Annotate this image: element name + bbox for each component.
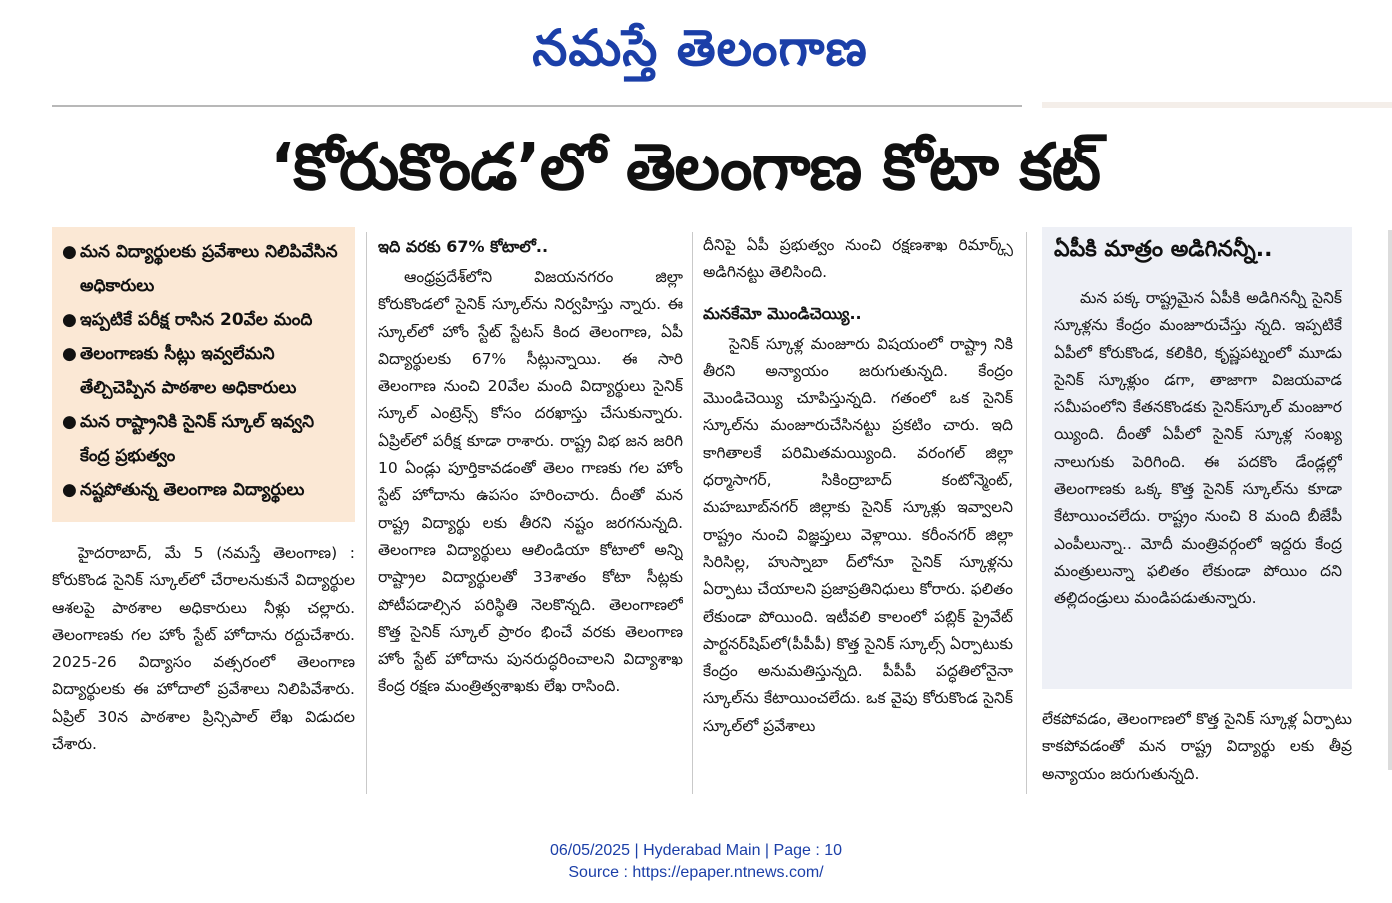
footer-source-line: Source : https://epaper.ntnews.com/: [568, 864, 824, 881]
article-paragraph: ఆంధ్రప్రదేశ్‌లోని విజయనగరం జిల్లా కోరుకొండలో సైనిక్ స్కూల్‌ను నిర్వహిస్తు న్నారు. ఈ స్కూల్‌లో హోం స్టేట్ స్టేటస్ కింద తెలంగాణ, ఏపీ విద్యార్థులకు 67% సీట్లున్నాయి. ఈ సారి తెలంగాణ నుంచి 20వేల మంది విద్యార్థులు సైనిక్ స్కూల్ ఎంట్రెన్స్ కోసం దరఖాస్తు చేసుకున్నారు. ఏప్రిల్‌లో పరీక్ష కూడా రాశారు. రాష్ట్ర విభ జన జరిగి 10 ఏండ్లు పూర్తికావడంతో తెలం గాణకు గల హోం స్టేట్ హోదాను ఉపసం హరించారు. దీంతో మన రాష్ట్ర విద్యార్థు లకు తీరని నష్టం జరగనున్నది. తెలంగాణ విద్యార్థులు ఆలిండియా కోటాలో అన్ని రాష్ట్రాల విద్యార్థులతో 33శాతం కోటా సీట్లకు పోటీపడాల్సిన పరిస్థితి నెలకొన్నది. తెలంగాణలో కొత్త సైనిక్ స్కూల్ ప్రారం భించే వరకు తెలంగాణ హోం స్టేట్ హోదాను పునరుద్ధరించాలని విద్యాశాఖ కేంద్ర రక్షణ మంత్రిత్వశాఖకు లేఖ రాసింది.: [378, 268, 683, 696]
article-paragraph: సైనిక్ స్కూళ్ల మంజూరు విషయంలో రాష్ట్రా నికి తీరని అన్యాయం జరుగుతున్నది. కేంద్రం మొండిచెయ్యి చూపిస్తున్నది. గతంలో ఒక సైనిక్ స్కూల్‌ను మంజూరుచేసినట్టు ప్రకటిం చారు. ఇది కాగితాలకే పరిమితమయ్యింది. వరంగల్ జిల్లా ధర్మాసాగర్, సికింద్రాబాద్ కంటోన్మెంట్, మహబూబ్‌నగర్ జిల్లాకు సైనిక్ స్కూళ్లు ఇవ్వాలని రాష్ట్రం నుంచి విజ్ఞప్తులు వెళ్లాయి. కరీంనగర్ జిల్లా సిరిసిల్ల, హుస్నాబా ద్‌లోనూ సైనిక్ స్కూళ్లను ఏర్పాటు చేయాలని ప్రజాప్రతినిధులు కోరారు. ఫలితం లేకుండా పోయింది. ఇటీవలి కాలంలో పబ్లిక్ ప్రైవేట్ పార్టనర్‌షిప్‌లో(పీపీపీ) కొత్త సైనిక్ స్కూల్స్ ఏర్పాటుకు కేంద్రం అనుమతిస్తున్నది. పీపీపీ పద్ధతిలోనైనా స్కూల్‌ను కేటాయించలేదు. ఒక వైపు కోరుకొండ సైనిక్ స్కూల్‌లో ప్రవేశాలు: [703, 334, 1013, 735]
highlight-item: [60, 405, 347, 473]
article-column-3: [703, 232, 1013, 792]
header-divider-right: [1042, 102, 1392, 108]
sidebar-paragraph: మన పక్క రాష్ట్రమైన ఏపీకి అడిగినన్నీ సైనిక్ స్కూళ్లను కేంద్రం మంజూరుచేస్తు న్నది. ఇప్పటికే ఏపీలో కోరుకొండ, కలికిరి, కృష్ణపట్నంలో మూడు సైనిక్ స్కూళ్లుం డగా, తాజాగా విజయవాడ సమీపంలోని కేతనకొండకు సైనిక్‌స్కూల్ మంజూర య్యింది. దీంతో ఏపీలో సైనిక్ స్కూళ్ల సంఖ్య నాలుగుకు పెరిగింది. ఈ పదకొం డేండ్లల్లో తెలంగాణకు ఒక్క కొత్త సైనిక్ స్కూల్‌ను కూడా కేటాయించలేదు. రాష్ట్రం నుంచి 8 మంది బీజేపీ ఎంపీలున్నా.. మోదీ మంత్రివర్గంలో ఇద్దరు కేంద్ర మంత్రులున్నా ఫలితం లేకుండా పోయిం దని తల్లిదండ్రులు మండిపడుతున్నారు.: [1054, 289, 1342, 608]
highlight-item: [60, 303, 347, 337]
bullet-icon: ●: [62, 344, 77, 364]
highlights-list: [60, 235, 347, 507]
highlight-item: [60, 337, 347, 405]
article-column-2: [378, 232, 683, 792]
column-divider: [692, 232, 693, 794]
article-paragraph: దీనిపై ఏపీ ప్రభుత్వం నుంచి రక్షణశాఖ రిమార్క్స్ అడిగినట్టు తెలిసింది.: [703, 236, 1013, 282]
article-column-1: [52, 540, 355, 790]
article-column-4-continuation: [1042, 706, 1352, 796]
bullet-icon: ●: [62, 310, 77, 330]
page-edge-shadow: [1388, 230, 1392, 770]
column-divider: [1026, 232, 1027, 794]
section-subhead: మనకేమో మొండిచెయ్యి..: [703, 303, 862, 323]
bullet-icon: ●: [62, 242, 77, 262]
article-paragraph: హైదరాబాద్, మే 5 (నమస్తే తెలంగాణ) : కోరుకొండ సైనిక్ స్కూల్‌లో చేరాలనుకునే విద్యార్థుల ఆశలపై పాఠశాల అధికారులు నీళ్లు చల్లారు. తెలంగాణకు గల హోం స్టేట్ హోదాను రద్దుచేశారు. 2025-26 విద్యాసం వత్సరంలో తెలంగాణ విద్యార్థులకు ఈ హోదాలో ప్రవేశాలు నిలిపివేశారు. ఏప్రిల్ 30న పాఠశాల ప్రిన్సిపాల్ లేఖ విడుదల చేశారు.: [52, 544, 355, 754]
sidebar-text: [1054, 285, 1342, 685]
highlight-item: [60, 473, 347, 507]
highlight-text: తెలంగాణకు సీట్లు ఇవ్వలేమని తేల్చిచెప్పిన పాఠశాల అధికారులు: [80, 344, 297, 398]
footer-edition-line: 06/05/2025 | Hyderabad Main | Page : 10: [549, 842, 843, 859]
sidebar-title: ఏపీకి మాత్రం అడిగినన్నీ..: [1054, 237, 1273, 262]
page-footer: [0, 840, 1392, 884]
masthead-logo: నమస్తే తెలంగాణ: [532, 18, 868, 77]
highlight-item: [60, 235, 347, 303]
column-divider: [366, 232, 367, 794]
highlight-text: మన రాష్ట్రానికి సైనిక్ స్కూల్ ఇవ్వని కేంద్ర ప్రభుత్వం: [80, 412, 315, 466]
highlight-text: మన విద్యార్థులకు ప్రవేశాలు నిలిపివేసిన అధికారులు: [80, 242, 338, 296]
highlight-text: నష్టపోతున్న తెలంగాణ విద్యార్థులు: [80, 480, 305, 500]
highlight-text: ఇప్పటికే పరీక్ష రాసిన 20వేల మంది: [80, 310, 313, 330]
headline: ‘కోరుకొండ’లో తెలంగాణ కోటా కట్: [269, 131, 1101, 205]
header-divider: [52, 105, 1022, 107]
bullet-icon: ●: [62, 480, 77, 500]
section-subhead: ఇది వరకు 67% కోటాలో..: [378, 237, 549, 256]
article-paragraph: లేకపోవడం, తెలంగాణలో కొత్త సైనిక్ స్కూళ్ల ఏర్పాటు కాకపోవడంతో మన రాష్ట్ర విద్యార్థు లకు తీవ్ర అన్యాయం జరుగుతున్నది.: [1042, 710, 1352, 783]
bullet-icon: ●: [62, 412, 77, 432]
highlights-box: [52, 227, 355, 522]
